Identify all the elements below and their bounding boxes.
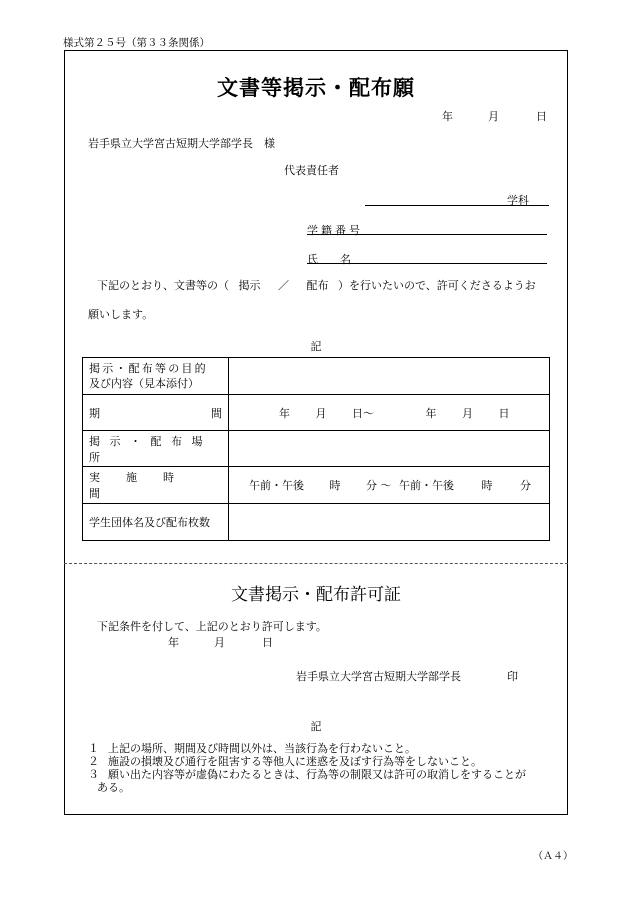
time-field[interactable] xyxy=(229,467,550,504)
time-end-hour: 時 xyxy=(481,479,493,492)
date-month: 月 xyxy=(488,110,499,123)
date-day: 日 xyxy=(536,110,547,123)
condition-text: 上記の場所、期間及び時間以外は、当該行為を行わないこと。 xyxy=(108,742,416,755)
condition-text: 施設の損壊及び通行を阻害する等他人に迷惑を及ぼす行為等をしないこと。 xyxy=(108,755,482,768)
student-id-field[interactable] xyxy=(307,234,547,235)
period-start-year: 年 xyxy=(279,406,290,420)
cut-line xyxy=(64,563,568,564)
permit-title: 文書掲示・配布許可証 xyxy=(231,585,401,605)
table-row xyxy=(83,358,550,395)
period-label-char1: 期 xyxy=(89,406,100,420)
group-label: 学生団体名及び配布枚数 xyxy=(83,504,229,541)
representative-label: 代表責任者 xyxy=(284,164,339,177)
condition-continuation: ある。 xyxy=(97,781,130,794)
request-text-1: 下記のとおり、文書等の（ xyxy=(97,279,229,292)
purpose-field[interactable] xyxy=(229,358,550,395)
period-start-month: 月 xyxy=(315,406,327,420)
request-details-table xyxy=(82,357,550,541)
student-id-label: 学籍番号 xyxy=(307,224,363,237)
paper-size-label: （Ａ４） xyxy=(533,851,573,862)
request-sentence xyxy=(97,280,536,291)
period-end-year: 年 xyxy=(425,406,437,420)
time-label xyxy=(83,467,229,504)
form-title: 文書等掲示・配布願 xyxy=(217,75,415,100)
time-label-text: 実施時間 xyxy=(89,471,200,500)
time-end-minute: 分 xyxy=(520,479,531,492)
condition-text: 願い出た内容等が虚偽にわたるときは、行為等の制限又は許可の取消しをすることが xyxy=(108,768,526,781)
condition-item xyxy=(88,766,526,782)
permit-date-month: 月 xyxy=(214,636,225,649)
condition-number: ３ xyxy=(88,768,99,781)
location-label xyxy=(83,431,229,467)
table-row xyxy=(83,395,550,431)
condition-number: ２ xyxy=(88,755,99,768)
period-end-day: 日 xyxy=(498,406,510,420)
location-label-text: 掲示・配布場所 xyxy=(89,434,212,464)
request-text-2: ）を行いたいので、許可くださるようお xyxy=(338,279,536,292)
option-slash: ／ xyxy=(278,279,289,292)
permit-text: 下記条件を付して、上記のとおり許可します。 xyxy=(97,620,327,633)
table-row xyxy=(83,431,550,467)
period-label xyxy=(83,395,229,431)
name-field[interactable] xyxy=(307,263,547,264)
request-text-3: 願いします。 xyxy=(88,308,154,321)
condition-number: １ xyxy=(88,742,99,755)
form-number-label: 様式第２５号（第３３条関係） xyxy=(63,37,210,49)
period-end-month: 月 xyxy=(462,406,473,420)
option-distribute[interactable]: 配布 xyxy=(306,279,329,292)
period-label-char2: 間 xyxy=(211,406,222,420)
option-post[interactable]: 掲示 xyxy=(238,279,261,292)
permit-ki-heading: 記 xyxy=(310,720,322,733)
purpose-label-line1: 掲示・配布等の目的 xyxy=(89,362,208,375)
purpose-label xyxy=(83,358,229,395)
period-field[interactable] xyxy=(229,395,550,431)
seal-mark: 印 xyxy=(507,670,518,683)
permit-date-year: 年 xyxy=(168,636,179,649)
department-label: 学科 xyxy=(507,194,529,207)
table-row xyxy=(83,504,550,541)
time-end-ampm: 午前・午後 xyxy=(399,479,454,492)
permit-signer: 岩手県立大学宮古短期大学部学長 xyxy=(296,670,461,683)
ki-heading: 記 xyxy=(310,340,322,353)
group-field[interactable] xyxy=(229,504,550,541)
location-field[interactable] xyxy=(229,431,550,467)
time-start-hour: 時 xyxy=(329,479,341,492)
purpose-label-line2: 及び内容（見本添付） xyxy=(89,377,199,390)
permit-date-day: 日 xyxy=(262,636,273,649)
table-row xyxy=(83,467,550,504)
name-label: 氏 名 xyxy=(307,253,351,266)
date-year: 年 xyxy=(442,110,453,123)
period-start-day: 日～ xyxy=(352,406,374,420)
time-start-ampm: 午前・午後 xyxy=(249,479,304,492)
time-start-minute: 分 ～ xyxy=(366,479,392,492)
recipient: 岩手県立大学宮古短期大学部学長 様 xyxy=(88,137,275,150)
